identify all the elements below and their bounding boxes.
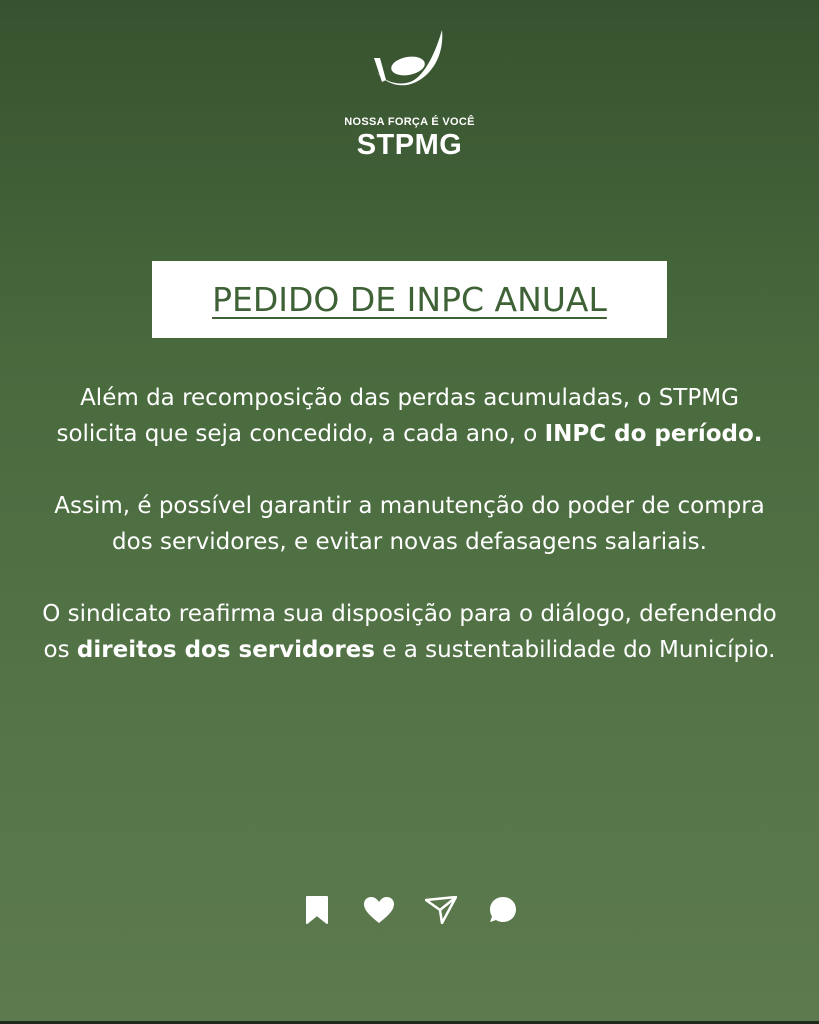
heart-icon[interactable] (363, 894, 395, 926)
paragraph-3-bold: direitos dos servidores (76, 637, 375, 663)
logo-brand: STPMG (356, 129, 463, 161)
paragraph-3 (40, 596, 779, 668)
bookmark-icon[interactable] (301, 894, 333, 926)
title-banner (152, 261, 667, 338)
action-bar (0, 894, 819, 926)
paragraph-1 (40, 380, 779, 452)
comment-icon[interactable] (487, 894, 519, 926)
logo (0, 28, 819, 162)
paragraph-1-text: Além da recomposição das perdas acumuladas, o STPMG solicita que seja concedido, a cada ano, o (56, 385, 739, 447)
logo-tagline: NOSSA FORÇA É VOCÊ (344, 116, 475, 128)
send-icon[interactable] (425, 894, 457, 926)
paragraph-2 (40, 488, 779, 560)
paragraph-3-text-before: O sindicato reafirma sua disposição para o diálogo, defendendo os (42, 601, 777, 663)
page-title: PEDIDO DE INPC ANUAL (212, 280, 607, 319)
logo-mark-icon (372, 28, 448, 108)
paragraph-2-text: Assim, é possível garantir a manutenção do poder de compra dos servidores, e evitar novas defasagens salariais. (54, 493, 765, 555)
paragraph-3-text-after: e a sustentabilidade do Município. (374, 637, 776, 663)
paragraph-1-bold: INPC do período. (544, 421, 763, 447)
body-text (40, 380, 779, 704)
